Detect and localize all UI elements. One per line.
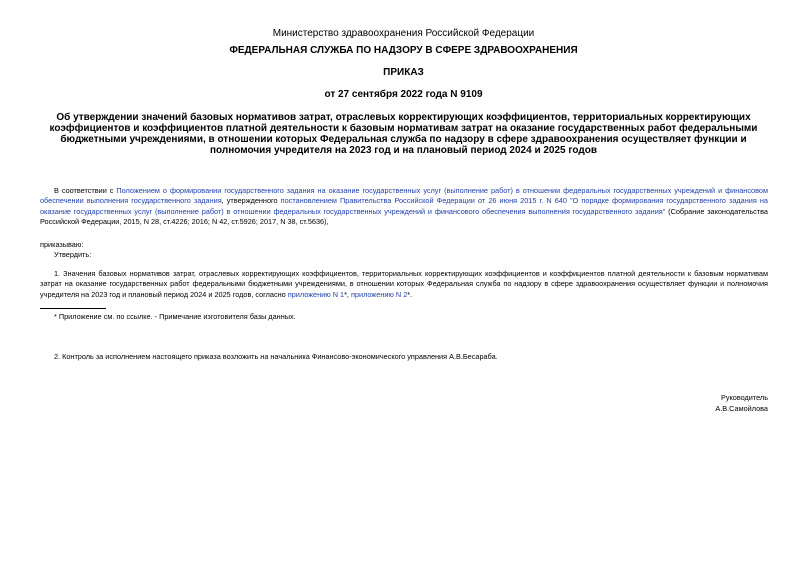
signature-position: Руководитель [720,393,768,402]
preamble-prefix: В соответствии с [54,186,117,195]
item-1-paragraph [40,269,768,300]
item-1-text: 1. Значения базовых нормативов затрат, отраслевых корректирующих коэффициентов, территориальных корректирующих коэффициентов и коэффициентов платной деятельности к базовым нормативам затрат на оказание государственных работ федеральными бюджетными учреждениями, в отношении которых Федеральная служба по надзору в сфере здравоохранения осуществляет функции и полномочия учредителя на 2023 год и плановый период 2024 и 2025 годов, согласно [40,269,768,299]
document-title: Об утверждении значений базовых нормативов затрат, отраслевых корректирующих коэффициентов, территориальных корректирующих коэффициентов и коэффициентов платной деятельности к базовым нормативам затрат на оказание государственных работ федеральными бюджетными учреждениями, в отношении которых Федеральная служба по надзору в сфере здравоохранения осуществляет функции и полномочия учредителя на 2023 год и на плановый период 2024 и 2025 годов [49,112,758,156]
document-type: ПРИКАЗ [383,67,424,78]
approve-word: Утвердить: [54,250,92,259]
preamble-suffix: (Собрание законодательства Российской Федерации, 2015, N 28, ст.4226; 2016; N 42, ст.5926; 2017, N 38, ст.5636), [40,206,768,227]
preamble-paragraph [40,186,768,228]
regulation-link[interactable]: Положением о формировании государственного задания на оказание государственных услуг (выполнение работ) в отношении федеральных государственных учреждений и финансовом обеспечении выполнения государственного задания [40,186,768,206]
footnote-divider [40,308,106,309]
item-1-end: *. [407,289,413,299]
signature-name: А.В.Самойлова [715,404,768,413]
footnote: * Приложение см. по ссылке. - Примечание изготовителя базы данных. [54,312,296,321]
item-2-paragraph: 2. Контроль за исполнением настоящего приказа возложить на начальника Финансово-экономического управления А.В.Бесараба. [54,352,498,361]
appendix-1-link[interactable]: приложению N 1 [287,289,345,299]
item-1-separator: *, [344,289,351,299]
document-date-number: от 27 сентября 2022 года N 9109 [324,89,483,100]
service-name: ФЕДЕРАЛЬНАЯ СЛУЖБА ПО НАДЗОРУ В СФЕРЕ ЗДРАВООХРАНЕНИЯ [229,45,578,56]
ministry-name: Министерство здравоохранения Российской Федерации [272,28,535,39]
order-word: приказываю: [40,240,84,249]
government-decree-link[interactable]: постановлением Правительства Российской Федерации от 26 июня 2015 г. N 640 "О порядке формирования государственного задания на оказание государственных услуг (выполнение работ) в отношении федеральных государственных учреждений и финансового обеспечения выполнения государственного задания" [40,196,768,216]
appendix-2-link[interactable]: приложению N 2 [350,289,408,299]
preamble-mid: , утвержденного [221,196,281,206]
